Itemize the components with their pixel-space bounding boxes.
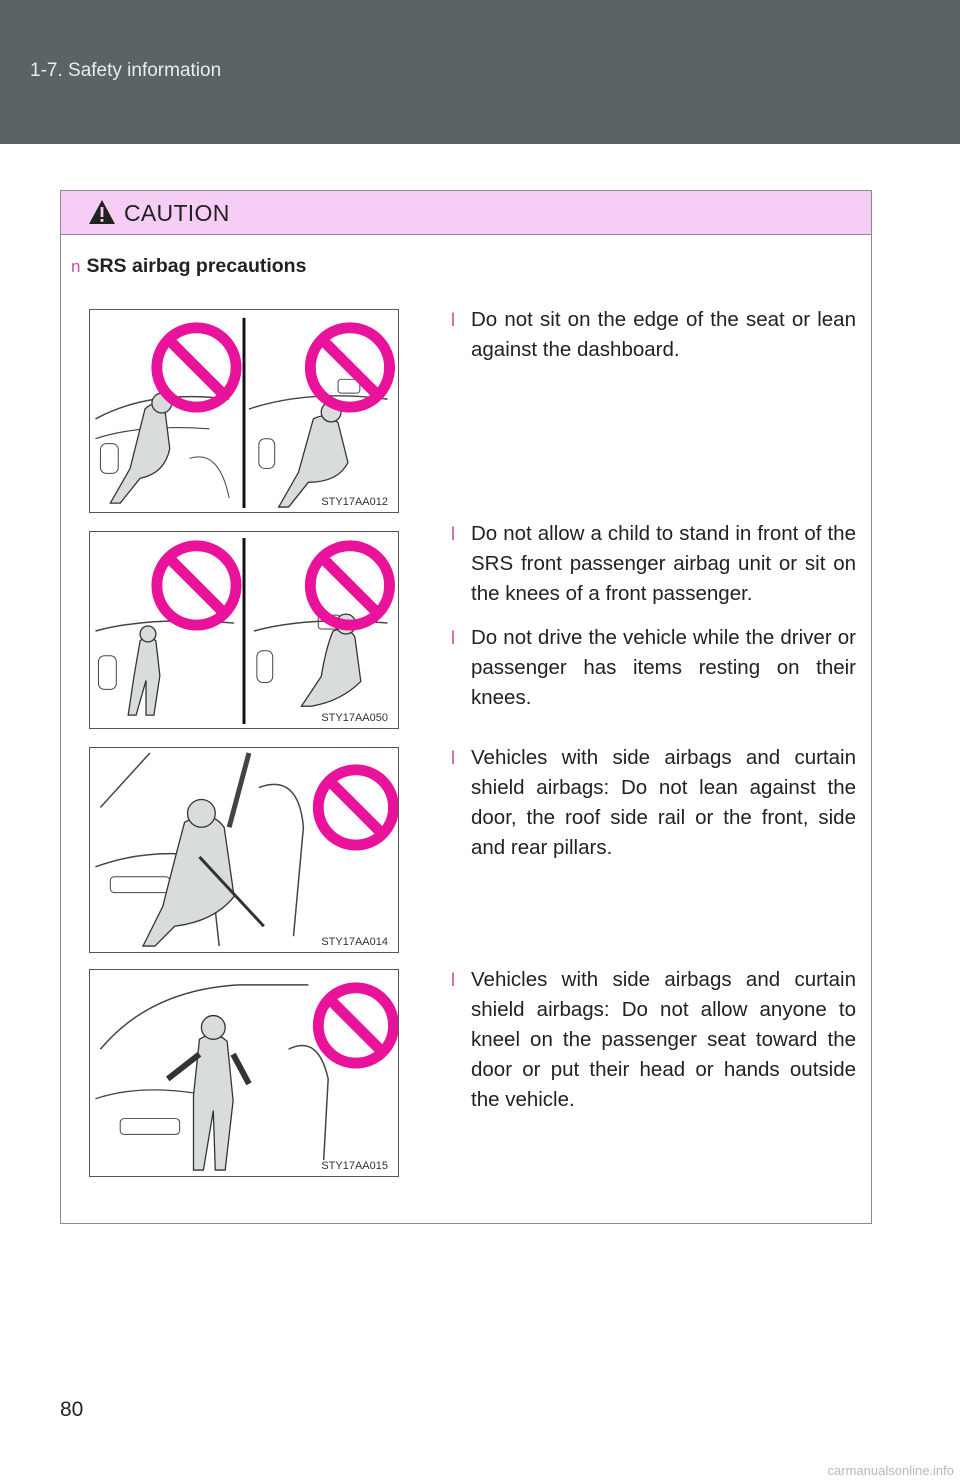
illustration-figure [89,531,399,729]
warning-triangle-icon [88,199,116,225]
section-title-text: SRS airbag precautions [86,255,307,277]
page-header [0,0,960,144]
caution-item-text: Do not allow a child to stand in front of the SRS front passenger airbag unit or sit on the knees of a front passenger. [471,522,856,605]
section-header-title: 1-7. Safety information [30,60,222,81]
seat-edge-illustration [90,310,398,512]
caution-title: CAUTION [124,200,230,226]
caution-item-text: Vehicles with side airbags and curtain shield airbags: Do not lean against the door, the roof side rail or the front, side and rear pillars. [471,746,856,859]
watermark: carmanualsonline.info [827,1463,954,1478]
page-number: 80 [60,1398,84,1421]
item-bullet: l [451,310,455,330]
illustration-figure [89,747,399,953]
figure-code: STY17AA012 [321,496,388,508]
caution-box [60,190,872,1224]
caution-item [451,623,856,713]
kneel-seat-illustration [90,970,398,1176]
caution-item [451,519,856,609]
caution-item-text: Do not sit on the edge of the seat or lean against the dashboard. [471,308,856,361]
section-title [71,255,306,278]
caution-item [451,305,856,365]
caution-item-text: Do not drive the vehicle while the driver or passenger has items resting on their knees. [471,626,856,709]
item-bullet: l [451,524,455,544]
lean-door-illustration [90,748,398,952]
caution-item [451,965,856,1115]
caution-item [451,743,856,863]
item-bullet: l [451,748,455,768]
item-bullet: l [451,628,455,648]
item-bullet: l [451,970,455,990]
child-passenger-illustration [90,532,398,728]
figure-code: STY17AA050 [321,712,388,724]
section-bullet: n [71,257,81,276]
illustration-figure [89,309,399,513]
caution-header [61,191,871,235]
figure-code: STY17AA015 [321,1160,388,1172]
caution-item-text: Vehicles with side airbags and curtain shield airbags: Do not allow anyone to kneel on the passenger seat toward the door or put their head or hands outside the vehicle. [471,968,856,1111]
figure-code: STY17AA014 [321,936,388,948]
illustration-figure [89,969,399,1177]
